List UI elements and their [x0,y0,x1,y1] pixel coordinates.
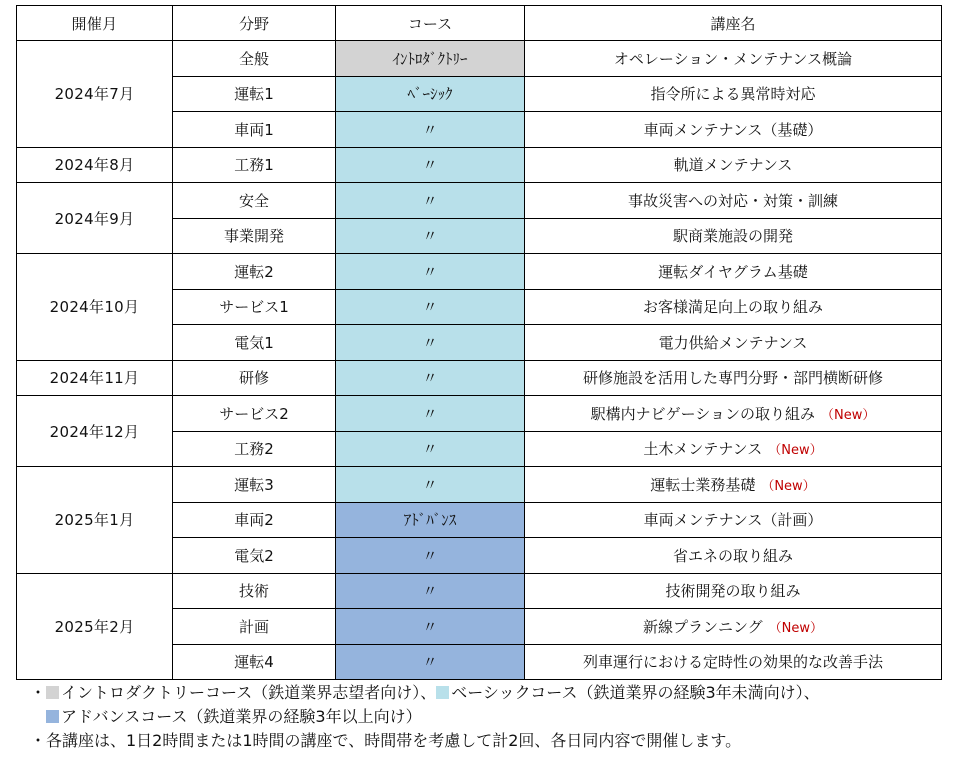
lecture-name-cell [525,183,942,219]
month-cell: 2024年11月 [17,360,173,396]
lecture-name-cell [525,467,942,503]
table-row [17,147,942,183]
course-cell: 〃 [336,325,525,361]
course-cell: 〃 [336,431,525,467]
field-cell: 工務2 [173,431,336,467]
lecture-name: 電力供給メンテナンス [658,333,808,352]
intro-color-swatch [46,686,59,699]
table-row [17,467,942,503]
course-cell: 〃 [336,573,525,609]
field-cell: 安全 [173,183,336,219]
lecture-name-cell [525,396,942,432]
lecture-name-cell [525,76,942,112]
lecture-name-cell [525,431,942,467]
legend-basic-text: ベーシックコース（鉄道業界の経験3年未満向け）、 [451,683,820,702]
header-course: コース [336,6,525,41]
month-cell: 2024年10月 [17,254,173,361]
course-cell: 〃 [336,183,525,219]
course-cell: 〃 [336,644,525,680]
field-cell: 研修 [173,360,336,396]
field-cell: 全般 [173,41,336,77]
month-cell: 2025年1月 [17,467,173,574]
lecture-name: 土木メンテナンス [643,440,763,459]
table-row [17,41,942,77]
basic-color-swatch [436,686,449,699]
course-cell: 〃 [336,360,525,396]
legend-intro-text: イントロダクトリーコース（鉄道業界志望者向け）、 [61,683,437,702]
course-cell: 〃 [336,538,525,574]
field-cell: 計画 [173,609,336,645]
lecture-name-cell [525,289,942,325]
field-cell: 工務1 [173,147,336,183]
legend-bullet: ・ [30,683,47,702]
month-cell: 2025年2月 [17,573,173,680]
lecture-name-cell [525,609,942,645]
course-cell: 〃 [336,112,525,148]
lecture-name: 新線プランニング [642,617,763,636]
course-cell: 〃 [336,609,525,645]
month-cell: 2024年7月 [17,41,173,148]
course-cell: 〃 [336,289,525,325]
course-cell: 〃 [336,467,525,503]
field-cell: サービス1 [173,289,336,325]
lecture-name: 軌道メンテナンス [673,156,793,175]
lecture-name: 研修施設を活用した専門分野・部門横断研修 [582,369,883,388]
lecture-name-cell [525,502,942,538]
legend-line-2 [30,705,820,729]
course-cell: 〃 [336,396,525,432]
month-cell: 2024年9月 [17,183,173,254]
header-month: 開催月 [17,6,173,41]
lecture-name-cell [525,360,942,396]
lecture-name: 車両メンテナンス（計画） [643,511,823,530]
new-badge: （New） [761,478,816,494]
course-cell: 〃 [336,254,525,290]
course-cell: 〃 [336,147,525,183]
lecture-name: 省エネの取り組み [672,546,793,565]
lecture-name: 運転ダイヤグラム基礎 [658,262,808,281]
schedule-note: ・各講座は、1日2時間または1時間の講座で、時間帯を考慮して計2回、各日同内容で開催します。 [30,731,742,750]
lecture-name: 駅構内ナビゲーションの取り組み [590,404,816,423]
lecture-name-cell [525,254,942,290]
field-cell: 技術 [173,573,336,609]
new-badge: （New） [768,620,824,636]
table-row [17,360,942,396]
lecture-name: 技術開発の取り組み [665,582,801,601]
lecture-name-cell [525,147,942,183]
table-row [17,254,942,290]
month-cell: 2024年12月 [17,396,173,467]
lecture-name: 指令所による異常時対応 [650,85,816,104]
field-cell: 車両2 [173,502,336,538]
advanced-color-swatch [46,710,59,723]
lecture-name: 運転士業務基礎 [650,475,756,494]
course-cell: 〃 [336,218,525,254]
field-cell: 運転3 [173,467,336,503]
lecture-name-cell [525,218,942,254]
course-schedule-table [16,5,942,680]
field-cell: 電気1 [173,325,336,361]
lecture-name-cell [525,325,942,361]
table-row [17,573,942,609]
legend-line-1 [30,681,820,705]
field-cell: 運転1 [173,76,336,112]
table-row [17,396,942,432]
field-cell: 運転2 [173,254,336,290]
lecture-name-cell [525,112,942,148]
course-cell: ｱﾄﾞﾊﾞﾝｽ [336,502,525,538]
field-cell: 事業開発 [173,218,336,254]
month-cell: 2024年8月 [17,147,173,183]
course-cell: ﾍﾞｰｼｯｸ [336,76,525,112]
lecture-name-cell [525,41,942,77]
header-row [17,6,942,41]
field-cell: サービス2 [173,396,336,432]
field-cell: 車両1 [173,112,336,148]
field-cell: 電気2 [173,538,336,574]
lecture-name-cell [525,644,942,680]
field-cell: 運転4 [173,644,336,680]
lecture-name: 車両メンテナンス（基礎） [643,120,823,139]
header-field: 分野 [173,6,336,41]
lecture-name: オペレーション・メンテナンス概論 [613,49,853,68]
new-badge: （New） [768,443,823,459]
course-cell: ｲﾝﾄﾛﾀﾞｸﾄﾘｰ [336,41,525,77]
lecture-name-cell [525,573,942,609]
legend-advanced-text: アドバンスコース（鉄道業界の経験3年以上向け） [61,707,422,726]
lecture-name: 駅商業施設の開発 [672,227,793,246]
lecture-name: 列車運行における定時性の効果的な改善手法 [582,653,883,672]
new-badge: （New） [821,407,876,423]
lecture-name: 事故災害への対応・対策・訓練 [627,191,838,210]
lecture-name: お客様満足向上の取り組み [642,298,823,317]
schedule-body [17,41,942,680]
table-row [17,183,942,219]
lecture-name-cell [525,538,942,574]
legend-notes [30,681,820,753]
header-lecture-name: 講座名 [525,6,942,41]
